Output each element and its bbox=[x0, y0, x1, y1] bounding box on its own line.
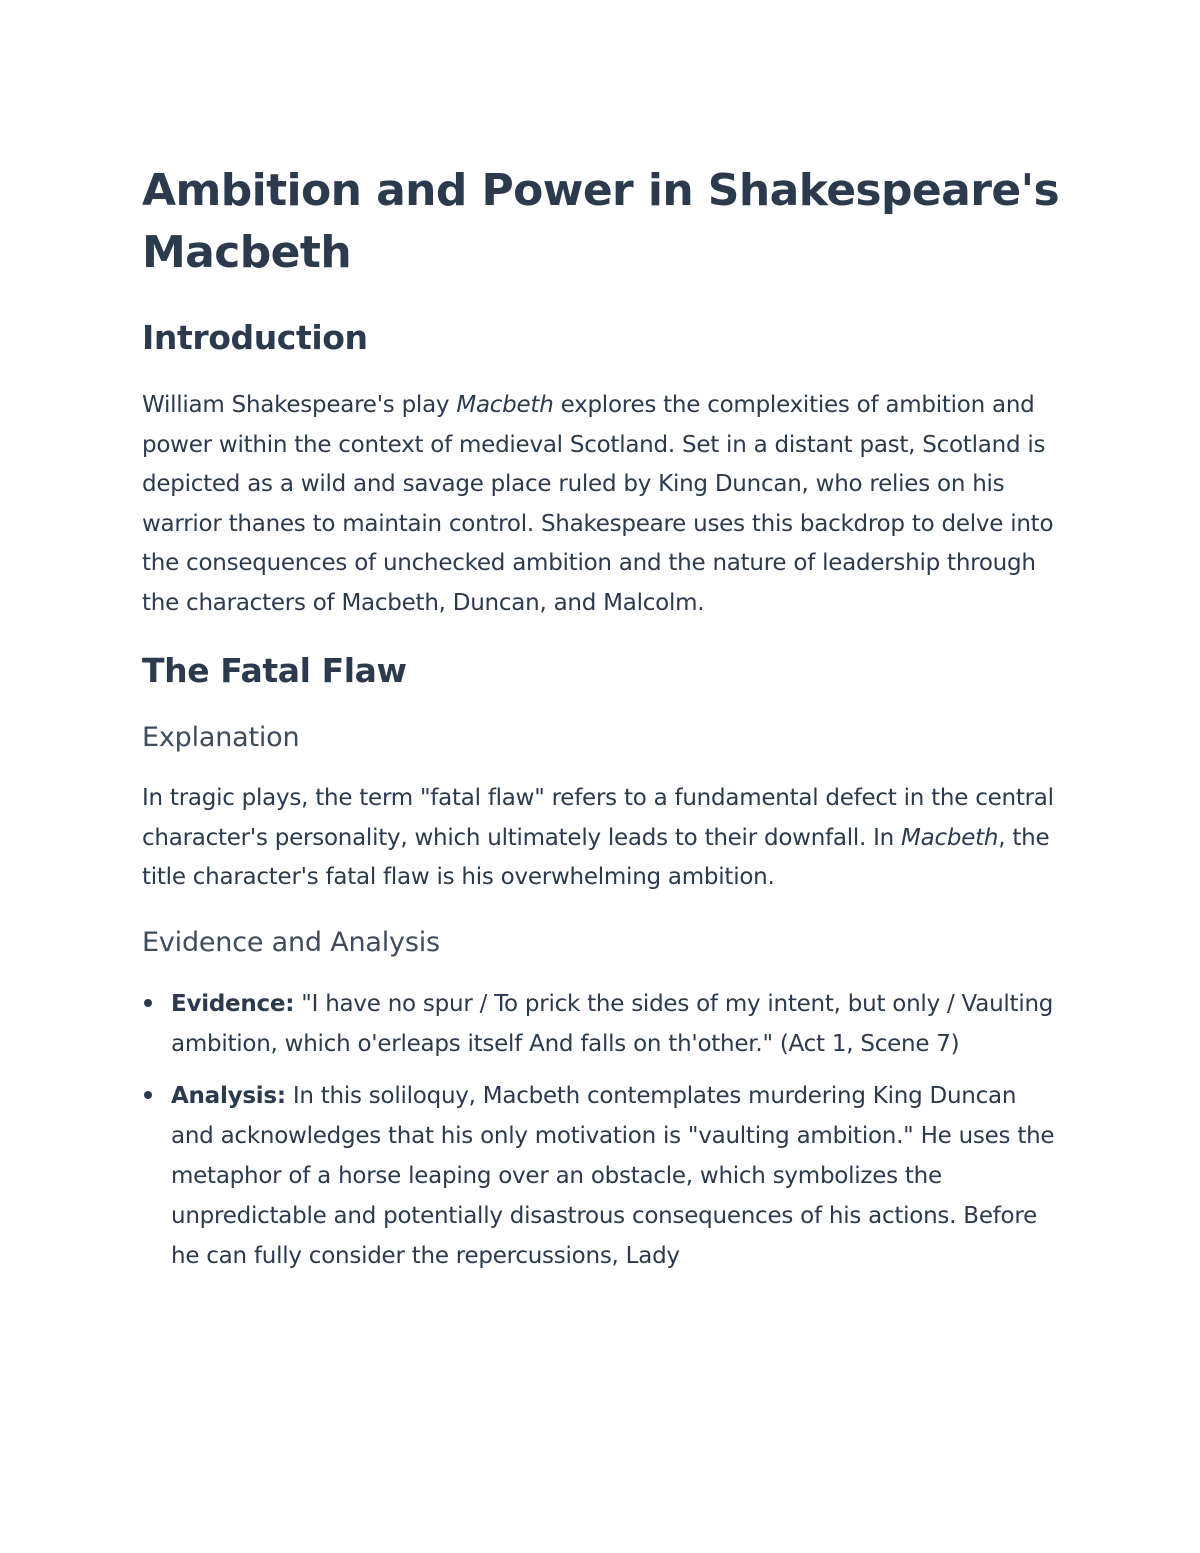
analysis-text: In this soliloquy, Macbeth contemplates murdering King Duncan and acknowledges that his only motivation is "vaulting ambition." He uses the metaphor of a horse leaping over an obstacle, which symbolizes the unpredictable and potentially disastrous consequences of his actions. Before he can fully consider the repercussions, Lady bbox=[171, 1082, 1055, 1269]
bullet-icon bbox=[144, 1091, 152, 1099]
evidence-label: Evidence: bbox=[171, 990, 295, 1017]
introduction-paragraph bbox=[142, 386, 1062, 623]
introduction-text-start: William Shakespeare's play bbox=[142, 392, 457, 418]
explanation-text-start: In tragic plays, the term "fatal flaw" refers to a fundamental defect in the central character's personality, which ultimately leads to their downfall. In bbox=[142, 785, 1054, 851]
list-item-analysis bbox=[142, 1076, 1062, 1276]
evidence-text: "I have no spur / To prick the sides of my intent, but only / Vaulting ambition, which o'erleaps itself And falls on th'other." (Act 1, Scene 7) bbox=[171, 990, 1054, 1057]
section-heading-fatal-flaw: The Fatal Flaw bbox=[142, 651, 407, 690]
subheading-explanation: Explanation bbox=[142, 722, 300, 753]
play-title-italic: Macbeth bbox=[456, 392, 554, 418]
document-title: Ambition and Power in Shakespeare's Macbeth bbox=[142, 165, 1060, 278]
bullet-icon bbox=[144, 999, 152, 1007]
section-heading-introduction: Introduction bbox=[142, 318, 368, 357]
evidence-analysis-list bbox=[142, 984, 1062, 1276]
play-title-italic: Macbeth bbox=[901, 824, 999, 851]
explanation-text-rest: , the title character's fatal flaw is his overwhelming ambition. bbox=[142, 824, 1050, 890]
introduction-text-rest: explores the complexities of ambition and power within the context of medieval Scotland. Set in a distant past, Scotland is depicted as a wild and savage place ruled by King Duncan, who relies on his warrior thanes to maintain control. Shakespeare uses this backdrop to delve into the consequences of unchecked ambition and the nature of leadership through the characters of Macbeth, Duncan, and Malcolm. bbox=[142, 392, 1054, 616]
explanation-paragraph bbox=[142, 779, 1062, 898]
document-page bbox=[142, 160, 1062, 1276]
analysis-label: Analysis: bbox=[171, 1082, 286, 1109]
subheading-evidence-analysis: Evidence and Analysis bbox=[142, 926, 440, 958]
list-item-evidence bbox=[142, 984, 1062, 1064]
